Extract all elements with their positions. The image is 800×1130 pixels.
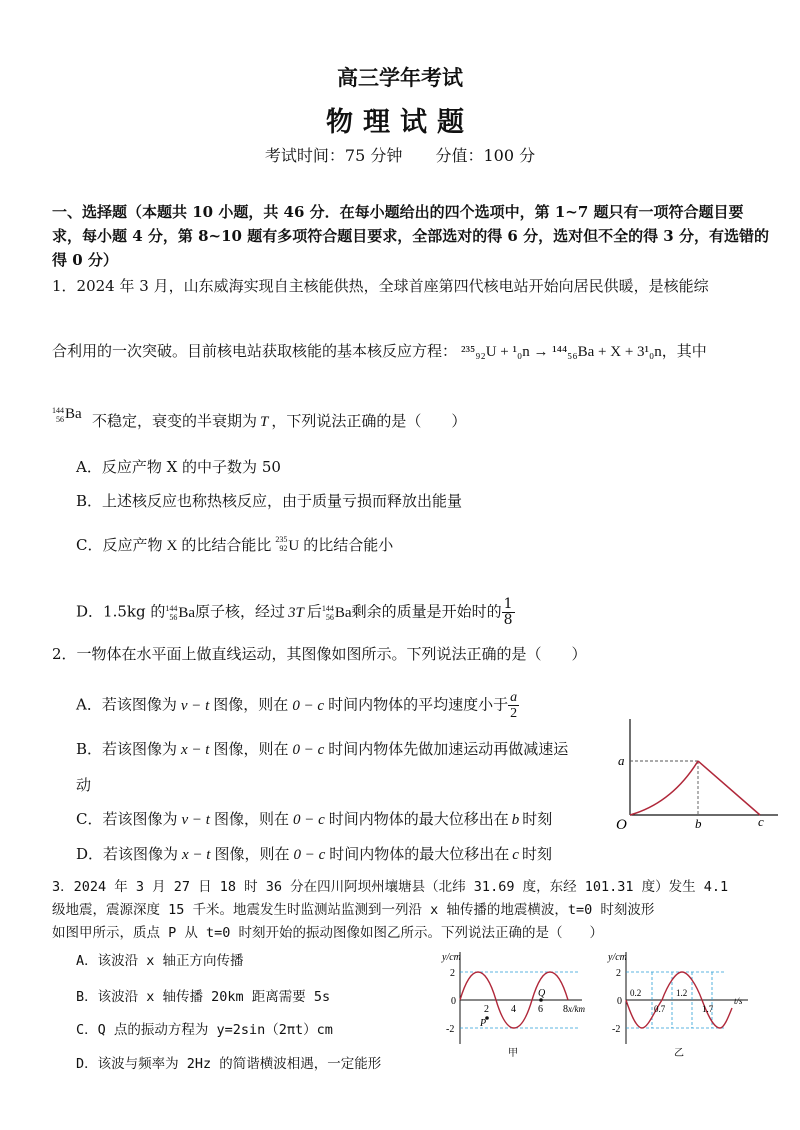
q2-graph	[612, 715, 780, 833]
q1-line3b	[92, 410, 466, 433]
q1-option-d[interactable]	[76, 597, 515, 628]
range-0c-c: 0 − c	[292, 812, 325, 828]
exam-meta	[0, 143, 800, 166]
fig-b-tick-12: 1.2	[676, 988, 688, 998]
ba-nuclide-d2: 144 56Ba	[321, 604, 352, 623]
q1-option-a[interactable]: A．反应产物 X 的中子数为 50	[76, 458, 281, 476]
fig-a-tick-2: 2	[484, 1004, 489, 1015]
q3-option-c[interactable]: C．Q 点的振动方程为 y=2sin（2πt）cm	[76, 1022, 333, 1038]
q2-c-label: c	[758, 814, 764, 829]
q2-optb-b: 图像，则在	[213, 740, 289, 758]
fig-a-q-label: Q	[538, 988, 546, 999]
fig-a-tick-bottom: -2	[446, 1024, 455, 1035]
fig-a-caption: 甲	[508, 1048, 518, 1059]
q2-stem: 2．一物体在水平面上做直线运动，其图像如图所示。下列说法正确的是（ ）	[52, 645, 587, 663]
half-life-symbol: T	[260, 414, 269, 430]
fig-a-tick-4: 4	[511, 1004, 516, 1015]
fig-a-p-label: P	[480, 1018, 487, 1029]
q2-opta-a: A．若该图像为	[76, 695, 177, 714]
q2-option-c[interactable]	[76, 808, 552, 831]
q2-optc-b: 图像，则在	[213, 810, 289, 828]
fig-b-tick-17: 1.7	[702, 1004, 714, 1014]
fig-b-xlabel: t/s	[734, 996, 743, 1006]
q2-option-b[interactable]	[76, 738, 568, 761]
ba-nuclide: 144 56Ba	[52, 405, 82, 424]
exam-time: 考试时间：75 分钟	[264, 146, 403, 165]
q1-line3-end: ，下列说法正确的是（ ）	[271, 412, 467, 430]
c-symbol: c	[512, 847, 519, 863]
subject-title: 物理试题	[326, 107, 474, 138]
ba-nuclide-d1: 144 56Ba	[165, 604, 196, 623]
q1-line2-text: 合利用的一次突破。目前核电站获取核能的基本核反应方程：	[52, 342, 458, 360]
q2-opta-b: 图像，则在	[213, 695, 289, 714]
q2-line	[698, 761, 760, 815]
q1-optd-d: 剩余的质量是开始时的	[351, 602, 502, 621]
range-0c-d: 0 − c	[293, 847, 326, 863]
q2-optc-d: 时刻	[522, 810, 553, 828]
three-t: 3T	[288, 604, 304, 621]
q1-line3-text: 不稳定，衰变的半衰期为	[92, 412, 258, 430]
fraction-a-half: $\frac{a}{2}$	[510, 690, 518, 721]
q1-option-c[interactable]	[76, 534, 393, 557]
q1-line1: 1．2024 年 3 月，山东威海实现自主核能供热，全球首座第四代核电站开始向居民供暖，是核能综	[52, 277, 709, 295]
exam-score: 分值：100 分	[435, 146, 536, 165]
q2-option-b-cont: 动	[76, 776, 92, 794]
q3-option-d[interactable]: D．该波与频率为 2Hz 的简谐横波相遇，一定能形	[76, 1056, 382, 1072]
fig-b-tick-top: 2	[616, 968, 621, 979]
x-symbol: X	[166, 538, 178, 554]
q2-optd-c: 时间内物体的最大位移出在	[329, 845, 510, 863]
q3-figure-a	[440, 948, 590, 1060]
fig-b-tick-02: 0.2	[630, 988, 642, 998]
fig-a-tick-8: 8	[563, 1004, 568, 1015]
fig-b-origin: 0	[617, 996, 622, 1007]
q1-optd-c: 后	[306, 602, 322, 621]
q2-option-a[interactable]	[76, 690, 519, 721]
q3-line3: 如图甲所示，质点 P 从 t=0 时刻开始的振动图像如图乙所示。下列说法正确的是（ ）	[52, 925, 604, 941]
q2-b-label: b	[695, 816, 702, 831]
q2-a-label: a	[618, 753, 625, 768]
fig-a-xlabel: x/km	[568, 1004, 585, 1014]
q2-opta-c: 时间内物体的平均速度小于	[328, 695, 509, 714]
q1-equation: ²³⁵₉₂U + ¹₀n → ¹⁴⁴₅₆Ba + X + 3¹₀n	[461, 344, 662, 360]
q2-optd-d: 时刻	[521, 845, 552, 863]
fig-a-tick-top: 2	[450, 968, 455, 979]
q2-option-d[interactable]	[76, 843, 552, 866]
q3-line1: 3．2024 年 3 月 27 日 18 时 36 分在四川阿坝州壤塘县（北纬 31.69 度，东经 101.31 度）发生 4.1	[52, 879, 729, 895]
q1-line3	[52, 402, 82, 425]
q3-option-b[interactable]: B．该波沿 x 轴传播 20km 距离需要 5s	[76, 989, 331, 1005]
fig-b-ylabel: y/cm	[608, 952, 627, 963]
fig-b-tick-07: 0.7	[654, 1004, 666, 1014]
fig-a-ylabel: y/cm	[442, 952, 461, 963]
q1-option-b[interactable]: B．上述核反应也称热核反应，由于质量亏损而释放出能量	[76, 492, 463, 510]
xt-symbol-d: x − t	[182, 847, 211, 863]
u-nuclide: 235 92U	[275, 535, 300, 554]
b-symbol: b	[511, 812, 520, 828]
q1-optd-a: D．1.5kg 的	[76, 602, 166, 621]
q1-optd-b: 原子核，经过	[195, 602, 286, 621]
q2-origin-label: O	[616, 817, 627, 833]
q3-line2: 级地震，震源深度 15 千米。地震发生时监测站监测到一列沿 x 轴传播的地震横波，t=0 时刻波形	[52, 902, 655, 918]
q3-option-a[interactable]: A．该波沿 x 轴正方向传播	[76, 953, 244, 969]
q3-figure-b	[606, 948, 756, 1060]
q2-optd-b: 图像，则在	[214, 845, 290, 863]
q1-optc-b: 的比结合能比	[181, 536, 272, 554]
xt-symbol: x − t	[181, 742, 210, 758]
fig-b-tick-bottom: -2	[612, 1024, 621, 1035]
q2-optc-c: 时间内物体的最大位移出在	[328, 810, 509, 828]
vt-symbol: v − t	[180, 697, 210, 714]
q2-optd-a: D．若该图像为	[76, 845, 179, 863]
q1-optc-c: 的比结合能小	[303, 536, 394, 554]
fig-a-origin: 0	[451, 996, 456, 1007]
section-heading: 一、选择题（本题共 10 小题，共 46 分．在每小题给出的四个选项中，第 1~7 题只有一项符合题目要求，每小题 4 分，第 8~10 题有多项符合题目要求，全部选对的得 6 分，选对但不全的得 3 分，有选错的得 0 分）	[52, 203, 769, 269]
fig-b-caption: 乙	[674, 1048, 684, 1059]
q1-line2-end: ，其中	[661, 342, 707, 360]
vt-symbol-c: v − t	[181, 812, 210, 828]
q2-optb-c: 时间内物体先做加速运动再做减速运	[328, 740, 569, 758]
fig-a-tick-6: 6	[538, 1004, 543, 1015]
range-0c-b: 0 − c	[292, 742, 325, 758]
q2-curve	[630, 761, 698, 815]
q2-optb-a: B．若该图像为	[76, 740, 178, 758]
fraction-one-eighth: $\frac{1}{8}$	[503, 596, 513, 628]
q2-optc-a: C．若该图像为	[76, 810, 178, 828]
q1-optc-a: C．反应产物	[76, 536, 163, 554]
exam-title: 高三学年考试	[337, 65, 463, 90]
range-0c: 0 − c	[292, 697, 325, 714]
q1-line2	[52, 340, 707, 363]
